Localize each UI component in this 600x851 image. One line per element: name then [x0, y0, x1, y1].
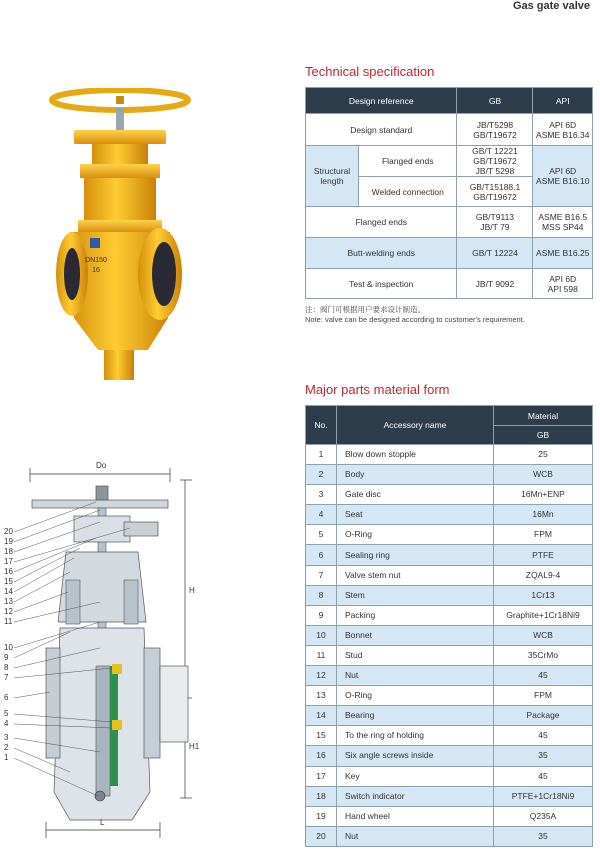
- part-material: Q235A: [494, 806, 593, 826]
- part-material: 25: [494, 445, 593, 465]
- part-name: Sealing ring: [337, 545, 494, 565]
- table-row: [306, 645, 593, 665]
- sw-gb-1: GB/T15188.1: [469, 181, 521, 192]
- part-name: Packing: [337, 605, 494, 625]
- part-material: 45: [494, 766, 593, 786]
- table-row: [306, 605, 593, 625]
- callout-17: 17: [4, 557, 13, 566]
- sw-gb-2: GB/T19672: [473, 191, 517, 202]
- callout-1: 1: [4, 753, 9, 762]
- callout-2: 2: [4, 743, 9, 752]
- table-row: [306, 545, 593, 565]
- callout-16: 16: [4, 567, 13, 576]
- dim-h: H: [189, 586, 195, 595]
- table-row: [306, 826, 593, 846]
- part-name: To the ring of holding: [337, 726, 494, 746]
- test-api-2: API 598: [547, 283, 578, 294]
- part-name: Switch indicator: [337, 786, 494, 806]
- callout-18: 18: [4, 547, 13, 556]
- sf-gb-2: GB/T19672: [473, 156, 517, 166]
- parts-title: Major parts material form: [305, 382, 450, 397]
- part-material: PTFE+1Cr18Ni9: [494, 786, 593, 806]
- ds-api-1: API 6D: [549, 119, 577, 130]
- part-material: FPM: [494, 686, 593, 706]
- fe-api-2: MSS SP44: [541, 222, 584, 232]
- row-design-standard: [306, 114, 593, 146]
- table-row: [306, 625, 593, 645]
- bw-api: ASME B16.25: [533, 238, 593, 269]
- note-cn: 注：阀门可根据用户要求设计制造。: [305, 305, 425, 314]
- part-name: O-Ring: [337, 525, 494, 545]
- butt-welding-label: Butt-welding ends: [306, 238, 457, 269]
- fe-gb-2: JB/T 79: [480, 222, 510, 232]
- test-api-1: API 6D: [549, 273, 577, 284]
- part-no: 5: [306, 525, 337, 545]
- test-gb: JB/T 9092: [457, 269, 533, 299]
- callout-20: 20: [4, 527, 13, 536]
- tech-header-ref: Design reference: [306, 88, 457, 114]
- part-material: 45: [494, 666, 593, 686]
- fe-gb-1: GB/T9113: [475, 212, 515, 222]
- part-name: Bearing: [337, 706, 494, 726]
- callout-19: 19: [4, 537, 13, 546]
- parts-header-material: Material: [494, 406, 593, 426]
- part-no: 18: [306, 786, 337, 806]
- part-no: 14: [306, 706, 337, 726]
- part-no: 7: [306, 565, 337, 585]
- part-no: 1: [306, 445, 337, 465]
- table-row: [306, 766, 593, 786]
- table-row: [306, 666, 593, 686]
- tech-header-gb: GB: [457, 88, 533, 114]
- part-name: Gate disc: [337, 485, 494, 505]
- structural-api-2: ASME B16.10: [536, 176, 590, 186]
- structural-flanged-label: Flanged ends: [359, 146, 457, 177]
- table-row: [306, 806, 593, 826]
- part-name: Blow down stopple: [337, 445, 494, 465]
- part-material: WCB: [494, 465, 593, 485]
- table-row: [306, 505, 593, 525]
- callout-11: 11: [4, 617, 13, 626]
- part-material: 35: [494, 826, 593, 846]
- part-material: 35: [494, 746, 593, 766]
- part-no: 4: [306, 505, 337, 525]
- ds-gb-1: JB/T5298: [476, 119, 514, 130]
- sf-gb-1: GB/T 12221: [472, 146, 518, 156]
- callout-9: 9: [4, 653, 9, 662]
- table-row: [306, 465, 593, 485]
- table-row: [306, 565, 593, 585]
- note-en: Note: valve can be designed according to customer's requirement.: [305, 315, 525, 324]
- callout-14: 14: [4, 587, 13, 596]
- part-material: 35CrMo: [494, 645, 593, 665]
- table-row: [306, 746, 593, 766]
- structural-label-1: Structural: [313, 166, 351, 176]
- design-standard-label: Design standard: [306, 114, 457, 146]
- table-row: [306, 445, 593, 465]
- structural-api-1: API 6D: [549, 166, 577, 176]
- part-material: 45: [494, 726, 593, 746]
- part-material: 1Cr13: [494, 585, 593, 605]
- callout-15: 15: [4, 577, 13, 586]
- valve-photo: [40, 88, 200, 388]
- part-no: 19: [306, 806, 337, 826]
- part-material: WCB: [494, 625, 593, 645]
- part-material: Package: [494, 706, 593, 726]
- part-material: 16Mn+ENP: [494, 485, 593, 505]
- part-no: 12: [306, 666, 337, 686]
- part-name: Nut: [337, 666, 494, 686]
- part-no: 20: [306, 826, 337, 846]
- photo-stamp-1: DN150: [85, 257, 107, 264]
- part-no: 9: [306, 605, 337, 625]
- fe-api-1: ASME B16.5: [538, 212, 588, 222]
- test-label: Test & inspection: [306, 269, 457, 299]
- part-no: 3: [306, 485, 337, 505]
- part-no: 13: [306, 686, 337, 706]
- callout-12: 12: [4, 607, 13, 616]
- part-name: Stem: [337, 585, 494, 605]
- part-material: FPM: [494, 525, 593, 545]
- table-row: [306, 726, 593, 746]
- callout-10: 10: [4, 643, 13, 652]
- callout-8: 8: [4, 663, 9, 672]
- tech-header-api: API: [533, 88, 593, 114]
- part-no: 8: [306, 585, 337, 605]
- part-material: ZQAL9-4: [494, 565, 593, 585]
- parts-header-gb: GB: [494, 426, 593, 445]
- part-name: Bonnet: [337, 625, 494, 645]
- dim-do: Do: [96, 461, 107, 470]
- callout-7: 7: [4, 673, 9, 682]
- part-material: Graphite+1Cr18Ni9: [494, 605, 593, 625]
- parts-header-name: Accessory name: [337, 406, 494, 445]
- table-row: [306, 525, 593, 545]
- tech-spec-title: Technical specification: [305, 64, 435, 79]
- part-no: 15: [306, 726, 337, 746]
- dim-l: L: [100, 818, 105, 827]
- part-name: Seat: [337, 505, 494, 525]
- page-title: Gas gate valve: [512, 0, 590, 12]
- callout-3: 3: [4, 733, 9, 742]
- part-name: Stud: [337, 645, 494, 665]
- photo-stamp-2: 16: [92, 267, 100, 274]
- part-no: 16: [306, 746, 337, 766]
- part-name: O-Ring: [337, 686, 494, 706]
- part-no: 17: [306, 766, 337, 786]
- part-no: 6: [306, 545, 337, 565]
- part-name: Hand wheel: [337, 806, 494, 826]
- part-no: 11: [306, 645, 337, 665]
- parts-header-no: No.: [306, 406, 337, 445]
- table-row: [306, 786, 593, 806]
- part-material: 16Mn: [494, 505, 593, 525]
- callout-4: 4: [4, 719, 9, 728]
- tech-spec-table: [305, 87, 593, 299]
- part-name: Six angle screws inside: [337, 746, 494, 766]
- part-material: PTFE: [494, 545, 593, 565]
- dim-h1: H1: [189, 742, 200, 751]
- part-no: 10: [306, 625, 337, 645]
- ds-gb-2: GB/T19672: [473, 129, 517, 140]
- table-row: [306, 485, 593, 505]
- parts-table: [305, 405, 593, 847]
- flanged-ends-label: Flanged ends: [306, 207, 457, 238]
- structural-label-2: length: [320, 176, 344, 186]
- part-name: Key: [337, 766, 494, 786]
- cross-section-drawing: [0, 452, 200, 848]
- table-row: [306, 585, 593, 605]
- part-name: Valve stem nut: [337, 565, 494, 585]
- ds-api-2: ASME B16.34: [536, 129, 590, 140]
- part-name: Body: [337, 465, 494, 485]
- table-row: [306, 686, 593, 706]
- callout-6: 6: [4, 693, 9, 702]
- part-name: Nut: [337, 826, 494, 846]
- sf-gb-3: JB/T 5298: [475, 166, 515, 176]
- tech-notes: [305, 305, 525, 325]
- callout-13: 13: [4, 597, 13, 606]
- part-no: 2: [306, 465, 337, 485]
- table-row: [306, 706, 593, 726]
- bw-gb: GB/T 12224: [457, 238, 533, 269]
- callout-5: 5: [4, 709, 9, 718]
- structural-welded-label: Welded connection: [359, 177, 457, 207]
